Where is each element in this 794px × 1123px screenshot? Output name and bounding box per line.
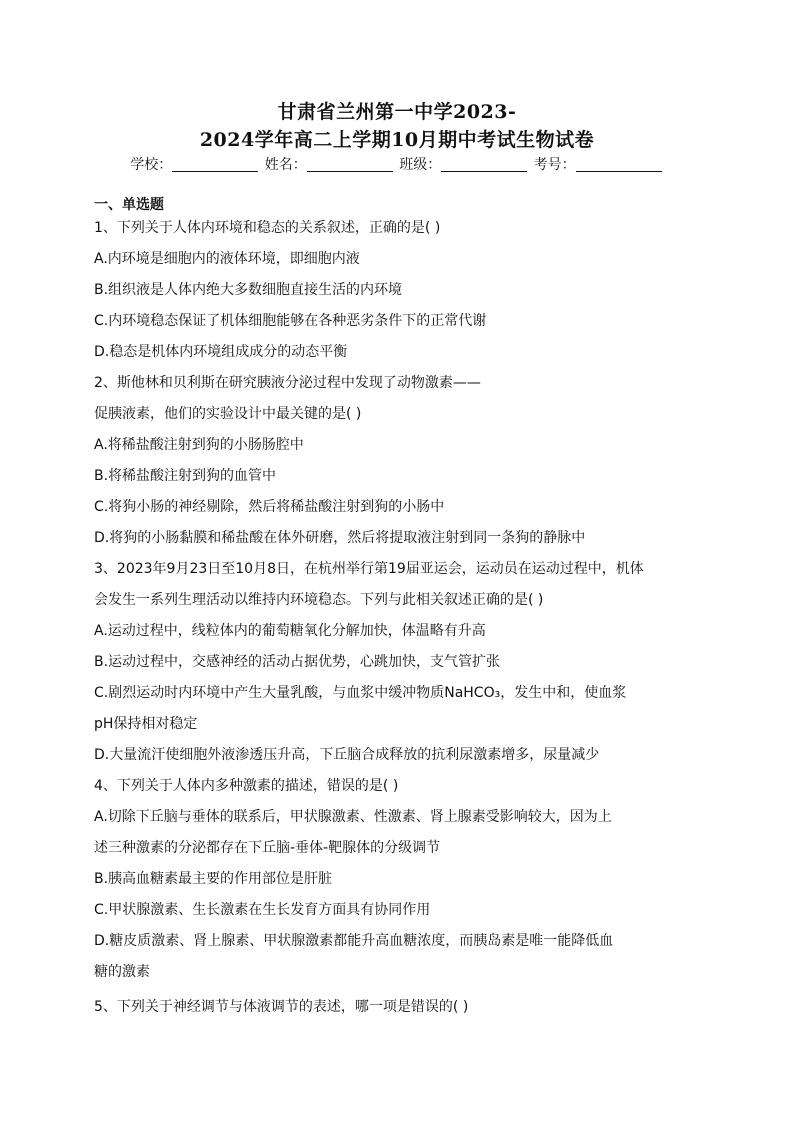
school-blank (172, 157, 258, 172)
question-line: 1、下列关于人体内环境和稳态的关系叙述，正确的是( ) (94, 220, 441, 236)
option-line: B.将稀盐酸注射到狗的血管中 (94, 468, 277, 484)
option-line: A.将稀盐酸注射到狗的小肠肠腔中 (94, 437, 304, 453)
option-line: C.将狗小肠的神经剔除，然后将稀盐酸注射到狗的小肠中 (94, 499, 445, 515)
option-line: D.将狗的小肠黏膜和稀盐酸在体外研磨，然后将提取液注射到同一条狗的静脉中 (94, 530, 586, 546)
option-line: D.糖皮质激素、肾上腺素、甲状腺激素都能升高血糖浓度，而胰岛素是唯一能降低血 (94, 933, 614, 949)
question-line: 促胰液素，他们的实验设计中最关键的是( ) (94, 406, 362, 422)
option-line: C.剧烈运动时内环境中产生大量乳酸，与血浆中缓冲物质NaHCO₃，发生中和，使血浆 (94, 685, 627, 701)
name-label: 姓名： (264, 157, 307, 173)
title-line-2: 2024学年高二上学期10月期中考试生物试卷 (199, 129, 595, 151)
name-blank (307, 157, 393, 172)
question-line: 3、2023年9月23日至10月8日，在杭州举行第19届亚运会，运动员在运动过程中，机体 (94, 561, 644, 577)
question-line: 2、斯他林和贝利斯在研究胰液分泌过程中发现了动物激素—— (94, 375, 481, 391)
question-line: 会发生一系列生理活动以维持内环境稳态。下列与此相关叙述正确的是( ) (94, 592, 544, 608)
option-line: A.内环境是细胞内的液体环境，即细胞内液 (94, 251, 360, 267)
option-line: C.甲状腺激素、生长激素在生长发育方面具有协同作用 (94, 902, 431, 918)
option-line: C.内环境稳态保证了机体细胞能够在各种恶劣条件下的正常代谢 (94, 313, 487, 329)
class-label: 班级： (399, 157, 442, 173)
option-line: B.胰高血糖素最主要的作用部位是肝脏 (94, 871, 333, 887)
exam-number-label: 考号： (533, 157, 576, 173)
option-line: B.运动过程中，交感神经的活动占据优势，心跳加快，支气管扩张 (94, 654, 501, 670)
section-title: 一、单选题 (94, 197, 164, 213)
title-line-1: 甘肃省兰州第一中学2023- (277, 101, 517, 123)
exam-number-blank (576, 157, 662, 172)
class-blank (441, 157, 527, 172)
question-line: 5、下列关于神经调节与体液调节的表述，哪一项是错误的( ) (94, 999, 469, 1015)
option-line: A.切除下丘脑与垂体的联系后，甲状腺激素、性激素、肾上腺素受影响较大，因为上 (94, 809, 612, 825)
school-label: 学校： (130, 157, 173, 173)
option-line: B.组织液是人体内绝大多数细胞直接生活的内环境 (94, 282, 403, 298)
option-line: 糖的激素 (94, 964, 150, 980)
question-line: 4、下列关于人体内多种激素的描述，错误的是( ) (94, 778, 399, 794)
student-info-row (0, 154, 794, 174)
option-line: A.运动过程中，线粒体内的葡萄糖氧化分解加快，体温略有升高 (94, 623, 486, 639)
option-line: pH保持相对稳定 (94, 716, 198, 732)
option-line: 述三种激素的分泌都存在下丘脑-垂体-靶腺体的分级调节 (94, 840, 441, 856)
option-line: D.大量流汗使细胞外液渗透压升高，下丘脑合成释放的抗利尿激素增多，尿量减少 (94, 747, 600, 763)
option-line: D.稳态是机体内环境组成成分的动态平衡 (94, 344, 348, 360)
